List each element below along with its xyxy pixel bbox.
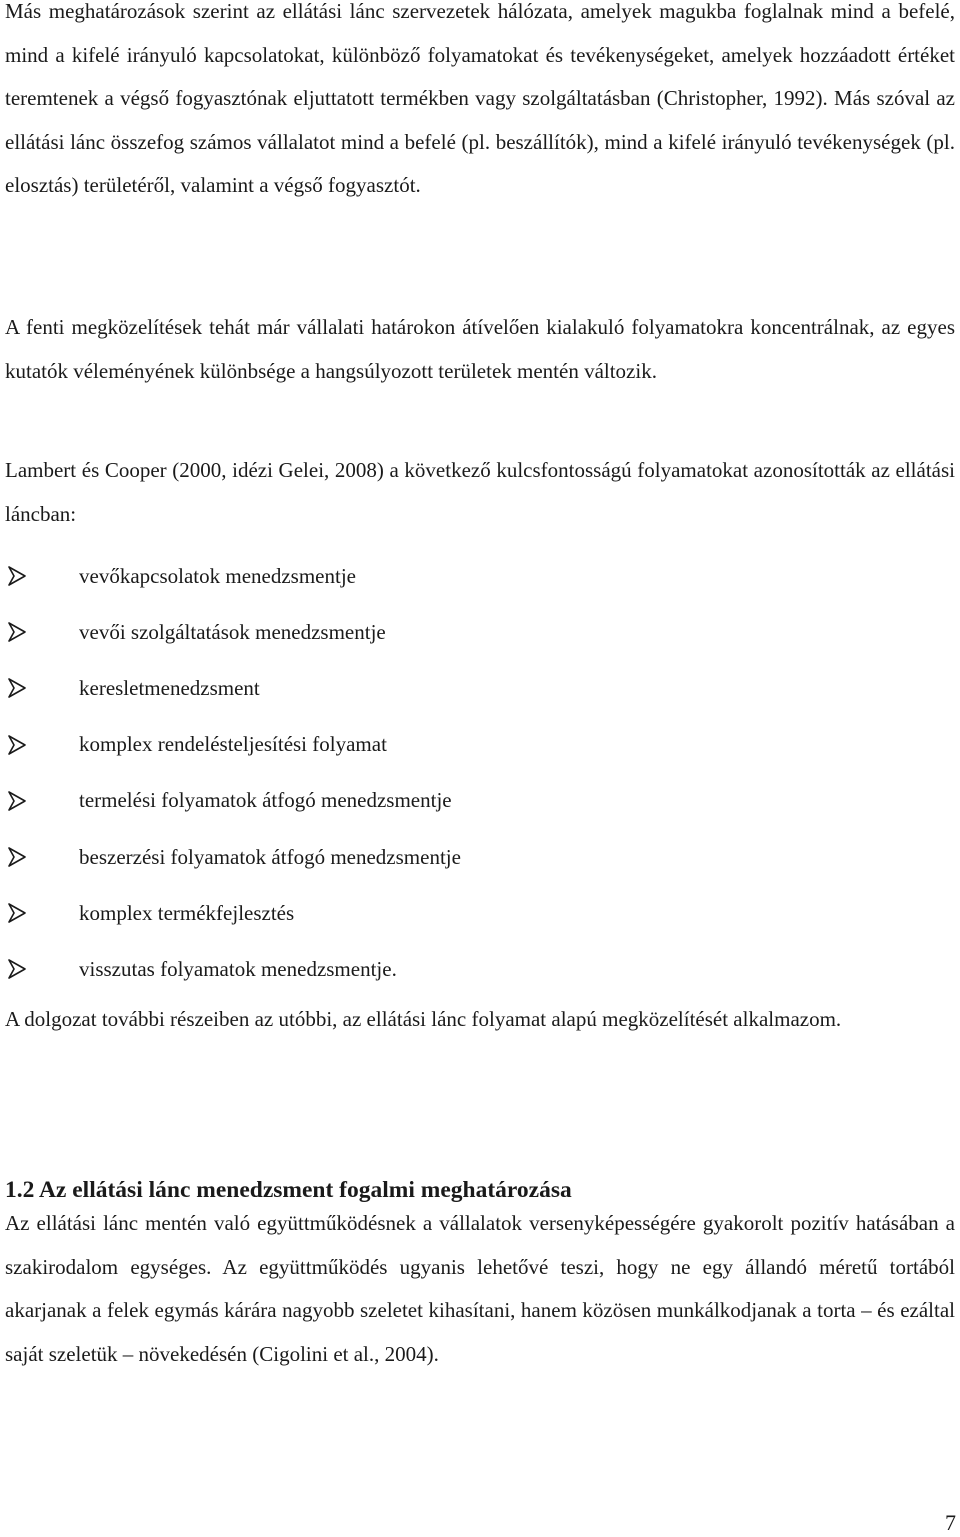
list-item <box>5 548 955 604</box>
arrowhead-bullet-icon <box>7 566 27 586</box>
list-item-text: visszutas folyamatok menedzsmentje. <box>79 956 397 981</box>
list-item <box>5 604 955 660</box>
list-item-text: beszerzési folyamatok átfogó menedzsmentje <box>79 844 461 869</box>
paragraph-approaches: A fenti megközelítések tehát már vállalati határokon átívelően kialakuló folyamatokra koncentrálnak, az egyes kutatók véleményének különbsége a hangsúlyozott területek mentén változik. <box>5 315 955 383</box>
list-item <box>5 717 955 773</box>
list-item-text: vevőkapcsolatok menedzsmentje <box>79 563 356 588</box>
list-item-text: termelési folyamatok átfogó menedzsmentje <box>79 788 452 813</box>
paragraph-lambert-cooper: Lambert és Cooper (2000, idézi Gelei, 2008) a következő kulcsfontosságú folyamatokat azonosították az ellátási láncban: <box>5 458 955 526</box>
list-item-text: komplex rendelésteljesítési folyamat <box>79 732 387 757</box>
paragraph-approach-choice: A dolgozat további részeiben az utóbbi, az ellátási lánc folyamat alapú megközelítését alkalmazom. <box>5 1007 842 1031</box>
list-item-text: komplex termékfejlesztés <box>79 900 295 925</box>
section-heading: 1.2 Az ellátási lánc menedzsment fogalmi meghatározása <box>5 1177 572 1203</box>
list-item <box>5 773 955 829</box>
arrowhead-bullet-icon <box>7 903 27 923</box>
paragraph-definitions: Más meghatározások szerint az ellátási lánc szervezetek hálózata, amelyek magukba foglalnak mind a befelé, mind a kifelé irányuló kapcsolatokat, különböző folyamatokat és tevékenységeket, amelyek hozzáadott értéket teremtenek a végső fogyasztónak eljuttatott termékben vagy szolgáltatásban (Christopher, 1992). Más szóval az ellátási lánc összefog számos vállalatot mind a befelé (pl. beszállítók), mind a kifelé irányuló tevékenységek (pl. elosztás) területéről, valamint a végső fogyasztót. <box>5 0 955 197</box>
arrowhead-bullet-icon <box>7 791 27 811</box>
arrowhead-bullet-icon <box>7 678 27 698</box>
paragraph-cooperation: Az ellátási lánc mentén való együttműködésnek a vállalatok versenyképességére gyakorolt pozitív hatásában a szakirodalom egységes. Az együttműködés ugyanis lehetővé teszi, hogy ne egy állandó méretű tortából akarjanak a felek egymás kárára nagyobb szeletet kihasítani, hanem közösen munkálkodjanak a torta – és ezáltal saját szeletük – növekedésén (Cigolini et al., 2004). <box>5 1211 955 1367</box>
page-number: 7 <box>945 1510 956 1535</box>
list-item <box>5 885 955 941</box>
arrowhead-bullet-icon <box>7 847 27 867</box>
list-item <box>5 941 955 997</box>
list-item <box>5 660 955 716</box>
arrowhead-bullet-icon <box>7 735 27 755</box>
list-item <box>5 829 955 885</box>
list-item-text: keresletmenedzsment <box>79 675 260 700</box>
arrowhead-bullet-icon <box>7 622 27 642</box>
list-item-text: vevői szolgáltatások menedzsmentje <box>79 619 386 644</box>
arrowhead-bullet-icon <box>7 959 27 979</box>
key-processes-list <box>5 548 955 998</box>
